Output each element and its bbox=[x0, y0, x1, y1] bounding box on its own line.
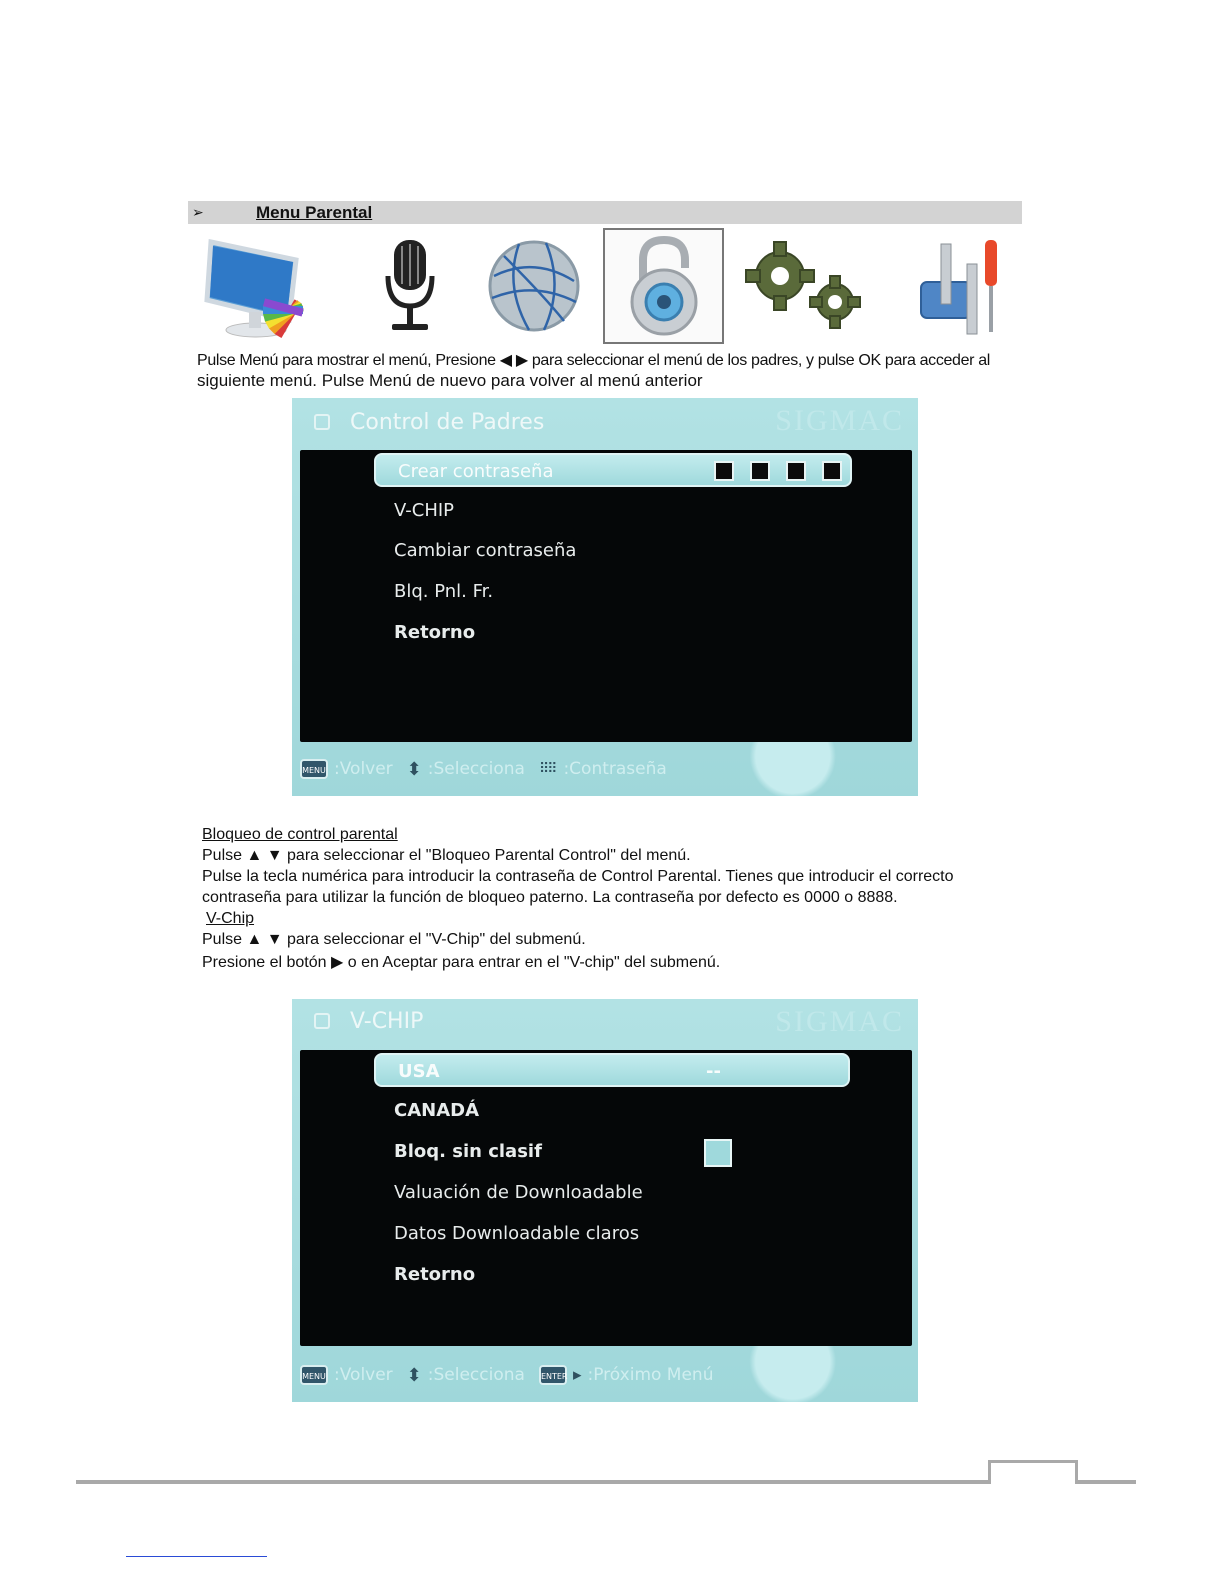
gears-icon[interactable] bbox=[738, 228, 872, 344]
menu-item-clear-downloadable[interactable]: Datos Downloadable claros bbox=[394, 1223, 640, 1244]
footer-back: :Volver bbox=[334, 1365, 393, 1385]
footer-rule-left bbox=[76, 1480, 990, 1484]
osd-title-bar bbox=[314, 1001, 423, 1041]
footer-select: :Selecciona bbox=[427, 759, 525, 779]
section-header bbox=[188, 201, 1022, 224]
body-line-1: Pulse ▲ ▼ para seleccionar el "Bloqueo Parental Control" del menú. bbox=[202, 847, 691, 864]
osd-title: Control de Padres bbox=[350, 409, 545, 435]
menu-item-return[interactable]: Retorno bbox=[394, 1264, 476, 1285]
tools-icon[interactable] bbox=[906, 228, 1016, 344]
osd-title: V-CHIP bbox=[350, 1008, 424, 1034]
menu-item-change-password[interactable]: Cambiar contraseña bbox=[394, 540, 577, 561]
menu-item-downloadable-rating[interactable]: Valuación de Downloadable bbox=[394, 1182, 643, 1203]
osd-title-bar bbox=[314, 402, 544, 442]
osd-menu-panel bbox=[300, 450, 912, 742]
section-title: Menu Parental bbox=[256, 203, 373, 222]
body-line-5: Presione el botón ▶ o en Aceptar para entrar en el "V-chip" del submenú. bbox=[202, 954, 721, 971]
menu-key-icon: MENU bbox=[300, 1365, 328, 1385]
v-chip-screenshot bbox=[292, 999, 918, 1402]
body-line-2: Pulse la tecla numérica para introducir la contraseña de Control Parental. Tienes que introducir el correcto bbox=[202, 868, 954, 885]
page-tab-left-edge bbox=[988, 1460, 991, 1484]
footer-rule-right bbox=[1075, 1480, 1136, 1484]
menu-item-canada[interactable]: CANADÁ bbox=[394, 1100, 480, 1121]
lock-icon bbox=[314, 1013, 330, 1029]
footer-next-menu: :Próximo Menú bbox=[587, 1365, 714, 1385]
footer-password: :Contraseña bbox=[563, 759, 667, 779]
page-tab-top-edge bbox=[988, 1460, 1078, 1463]
menu-item-create-password[interactable] bbox=[374, 453, 852, 487]
unrated-checkbox[interactable] bbox=[704, 1139, 732, 1167]
microphone-icon[interactable] bbox=[360, 228, 460, 344]
globe-icon[interactable] bbox=[480, 228, 588, 344]
bullet-icon: ➢ bbox=[192, 204, 204, 220]
osd-footer bbox=[300, 1358, 713, 1392]
lock-icon bbox=[314, 414, 330, 430]
menu-item-front-panel-lock[interactable]: Blq. Pnl. Fr. bbox=[394, 581, 494, 602]
display-settings-icon[interactable] bbox=[198, 228, 344, 344]
body-line-3: contraseña para utilizar la función de bloqueo paterno. La contraseña por defecto es 0000 o 8888. bbox=[202, 889, 898, 906]
osd-menu-panel bbox=[300, 1050, 912, 1346]
keypad-icon: ⠿⠿ bbox=[538, 761, 556, 777]
right-arrow-icon: ▸ bbox=[572, 1365, 582, 1385]
intro-line-1: Pulse Menú para mostrar el menú, Presione ◀ ▶ para seleccionar el menú de los padres, y pulse OK para acceder al bbox=[197, 352, 990, 369]
intro-line-2: siguiente menú. Pulse Menú de nuevo para volver al menú anterior bbox=[197, 371, 703, 390]
menu-item-block-unrated[interactable] bbox=[394, 1135, 744, 1169]
menu-item-usa[interactable] bbox=[374, 1053, 850, 1087]
up-down-arrow-icon: ⬍ bbox=[406, 1364, 422, 1386]
footer-select: :Selecciona bbox=[427, 1365, 525, 1385]
usa-value: -- bbox=[706, 1061, 721, 1082]
menu-item-label: USA bbox=[398, 1061, 440, 1082]
padlock-icon[interactable] bbox=[603, 228, 724, 344]
brand-watermark: SIGMAC bbox=[775, 1005, 904, 1038]
menu-item-label: Bloq. sin clasif bbox=[394, 1141, 542, 1162]
password-digit-box[interactable] bbox=[714, 461, 734, 481]
password-digit-box[interactable] bbox=[786, 461, 806, 481]
menu-item-v-chip[interactable]: V-CHIP bbox=[394, 500, 455, 521]
password-digit-box[interactable] bbox=[750, 461, 770, 481]
menu-item-label: Crear contraseña bbox=[398, 461, 554, 482]
enter-key-icon: ENTER bbox=[539, 1365, 567, 1385]
menu-key-icon: MENU bbox=[300, 759, 328, 779]
heading-parental-lock: Bloqueo de control parental bbox=[202, 826, 398, 843]
menu-item-return[interactable]: Retorno bbox=[394, 622, 476, 643]
footer-link-underline bbox=[126, 1556, 267, 1557]
osd-footer bbox=[300, 752, 667, 786]
heading-v-chip: V-Chip bbox=[206, 910, 255, 927]
brand-watermark: SIGMAC bbox=[775, 404, 904, 437]
parental-control-screenshot bbox=[292, 398, 918, 796]
body-line-4: Pulse ▲ ▼ para seleccionar el "V-Chip" del submenú. bbox=[202, 931, 586, 948]
password-digit-box[interactable] bbox=[822, 461, 842, 481]
up-down-arrow-icon: ⬍ bbox=[406, 758, 422, 780]
footer-back: :Volver bbox=[334, 759, 393, 779]
